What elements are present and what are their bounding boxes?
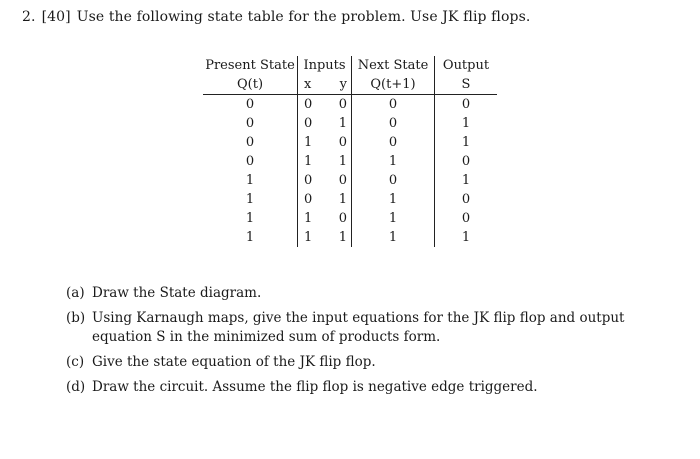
header-y: y [326, 75, 352, 95]
cell-output: 1 [435, 171, 498, 190]
table-row [203, 228, 497, 247]
header-present-state: Present State [205, 58, 295, 73]
part-text: Draw the circuit. Assume the flip flop is negative edge triggered. [92, 379, 538, 395]
cell-input-x: 1 [298, 209, 327, 228]
header-x: x [298, 75, 327, 95]
cell-input-x: 1 [298, 228, 327, 247]
cell-input-x: 1 [298, 133, 327, 152]
problem-statement [22, 9, 530, 25]
cell-present-state: 0 [245, 154, 255, 169]
cell-input-y: 0 [338, 135, 347, 150]
cell-output: 0 [435, 95, 498, 115]
header-inputs: Inputs [298, 56, 352, 75]
cell-output: 1 [435, 228, 498, 247]
cell-present-state: 1 [245, 192, 255, 207]
cell-present-state: 0 [245, 97, 255, 112]
parts-list [66, 284, 676, 403]
table-row [203, 114, 497, 133]
part-text: Using Karnaugh maps, give the input equations for the JK flip flop and output equation S in the minimized sum of products form. [92, 310, 625, 345]
cell-present-state: 1 [245, 211, 255, 226]
table-group-header-row [203, 56, 497, 75]
header-output: Output [435, 56, 498, 75]
cell-input-x: 0 [298, 190, 327, 209]
cell-present-state: 1 [245, 230, 255, 245]
header-qt: Q(t) [203, 75, 298, 95]
problem-number: 2. [22, 9, 36, 25]
cell-output: 0 [435, 209, 498, 228]
table-row [203, 95, 497, 115]
table-row [203, 209, 497, 228]
cell-input-x: 0 [298, 171, 327, 190]
cell-input-y: 0 [338, 97, 347, 112]
cell-present-state: 0 [245, 116, 255, 131]
cell-input-y: 0 [338, 211, 347, 226]
part-item [66, 353, 676, 372]
cell-present-state: 1 [245, 173, 255, 188]
table-row [203, 190, 497, 209]
problem-points: [40] [41, 9, 71, 25]
cell-input-y: 1 [338, 116, 347, 131]
table-body [203, 95, 497, 248]
header-next-state: Next State [352, 56, 435, 75]
cell-present-state: 0 [245, 135, 255, 150]
cell-next-state: 1 [352, 152, 435, 171]
cell-output: 1 [435, 114, 498, 133]
cell-input-y: 0 [338, 173, 347, 188]
cell-next-state: 1 [352, 209, 435, 228]
problem-text: Use the following state table for the problem. Use JK flip flops. [76, 9, 531, 25]
part-label: (b) [66, 310, 86, 326]
cell-next-state: 1 [352, 190, 435, 209]
cell-output: 0 [435, 190, 498, 209]
part-label: (c) [66, 354, 85, 370]
table-row [203, 152, 497, 171]
cell-output: 0 [435, 152, 498, 171]
part-item [66, 378, 676, 397]
cell-next-state: 0 [352, 114, 435, 133]
state-table [203, 56, 497, 247]
cell-input-y: 1 [338, 154, 347, 169]
header-s: S [435, 75, 498, 95]
cell-next-state: 0 [352, 95, 435, 115]
part-item [66, 284, 676, 303]
cell-input-x: 0 [298, 95, 327, 115]
part-text: Draw the State diagram. [92, 285, 262, 301]
header-qt1: Q(t+1) [352, 75, 435, 95]
cell-input-x: 0 [298, 114, 327, 133]
table-row [203, 133, 497, 152]
cell-next-state: 0 [352, 171, 435, 190]
cell-next-state: 1 [352, 228, 435, 247]
part-label: (a) [66, 285, 85, 301]
cell-input-y: 1 [338, 230, 347, 245]
cell-input-y: 1 [338, 192, 347, 207]
part-text: Give the state equation of the JK flip flop. [92, 354, 376, 370]
cell-next-state: 0 [352, 133, 435, 152]
part-item [66, 309, 676, 347]
cell-output: 1 [435, 133, 498, 152]
part-label: (d) [66, 379, 86, 395]
table-row [203, 171, 497, 190]
table-sub-header-row [203, 75, 497, 95]
cell-input-x: 1 [298, 152, 327, 171]
